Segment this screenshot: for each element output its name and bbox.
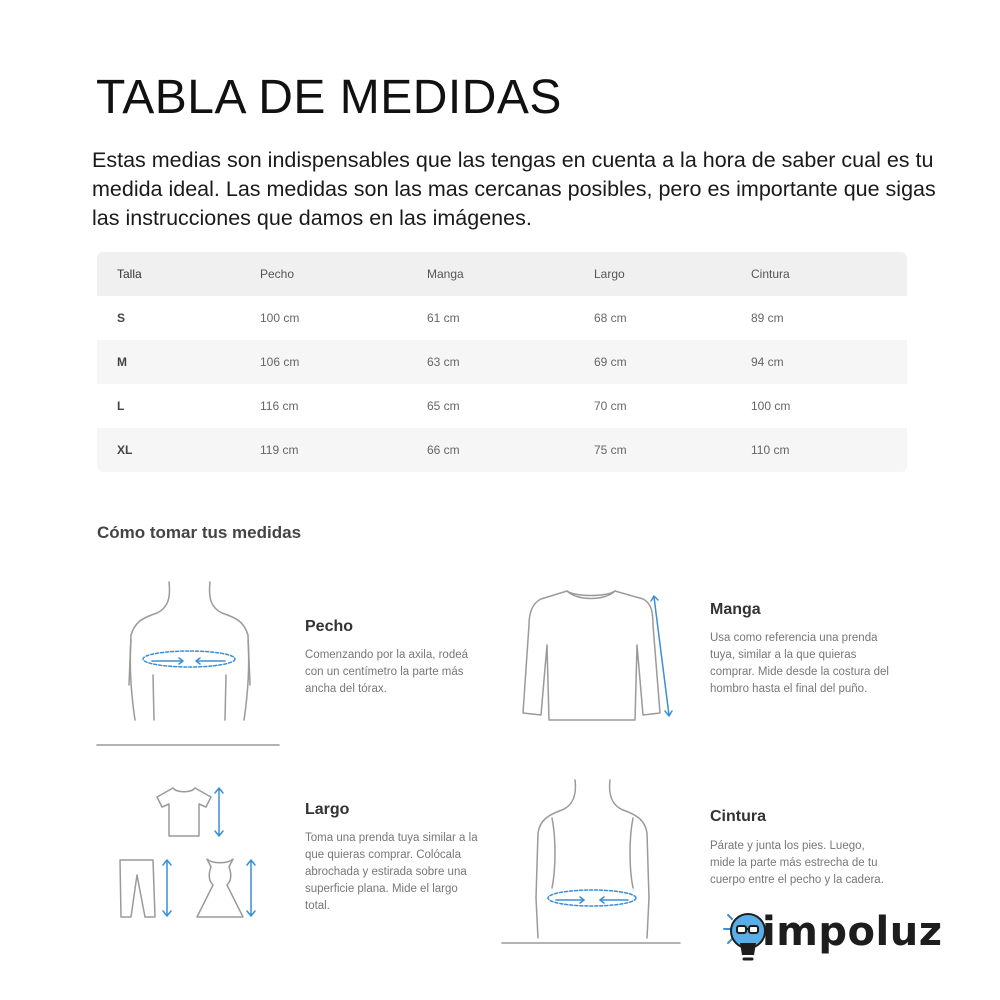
table-header-row [97,252,907,296]
cell-talla: XL [117,443,133,457]
header-largo: Largo [594,267,625,281]
chest-measure-illustration [97,580,282,750]
cell-talla: M [117,355,127,369]
cell-largo: 69 cm [594,355,627,369]
header-cintura: Cintura [751,267,790,281]
section-title-manga: Manga [710,601,761,618]
header-pecho: Pecho [260,267,295,281]
cell-largo: 68 cm [594,311,627,325]
header-talla: Talla [117,267,142,281]
table-row [97,340,907,384]
section-title-largo: Largo [305,801,350,818]
cell-cintura: 89 cm [751,311,784,325]
cell-manga: 66 cm [427,443,460,457]
cell-talla: L [117,399,125,413]
cell-pecho: 106 cm [260,355,300,369]
pants-length-illustration [115,855,185,920]
cell-pecho: 100 cm [260,311,300,325]
section-text-manga: Usa como referencia una prenda tuya, similar a la que quieras comprar. Mide desde la costura del hombro hasta el final del puño. [710,632,889,695]
cell-largo: 70 cm [594,399,627,413]
cell-pecho: 116 cm [260,399,299,413]
section-title-cintura: Cintura [710,808,766,825]
cell-cintura: 100 cm [751,399,791,413]
page-title: TABLA DE MEDIDAS [96,71,562,124]
section-text-largo: Toma una prenda tuya similar a la que quieras comprar. Colócala abrochada y estirada sobre una superficie plana. Mide el largo total. [305,832,478,912]
cell-cintura: 110 cm [751,443,790,457]
cell-manga: 61 cm [427,311,460,325]
cell-largo: 75 cm [594,443,627,457]
table-row [97,428,907,472]
sleeve-measure-illustration [515,585,680,725]
section-title-pecho: Pecho [305,618,354,635]
section-text-cintura: Párate y junta los pies. Luego, mide la parte más estrecha de tu cuerpo entre el pecho y la cadera. [710,840,884,886]
dress-length-illustration [193,855,263,920]
table-row [97,296,907,340]
intro-paragraph: Estas medias son indispensables que las tengas en cuenta a la hora de saber cual es tu medida ideal. Las medidas son las mas cercanas posibles, pero es importante que sigas las instrucciones que damos en las imágenes. [92,148,936,230]
impoluz-logo [722,905,942,970]
shirt-length-illustration [155,785,230,840]
cell-pecho: 119 cm [260,443,299,457]
waist-measure-illustration [500,778,685,948]
cell-cintura: 94 cm [751,355,784,369]
logo-text: impoluz [762,909,943,955]
cell-manga: 65 cm [427,399,460,413]
howto-heading: Cómo tomar tus medidas [97,523,302,542]
cell-talla: S [117,311,126,325]
table-row [97,384,907,428]
header-manga: Manga [427,267,464,281]
size-table [97,252,907,472]
cell-manga: 63 cm [427,355,460,369]
section-text-pecho: Comenzando por la axila, rodeá con un centímetro la parte más ancha del tórax. [305,649,469,695]
